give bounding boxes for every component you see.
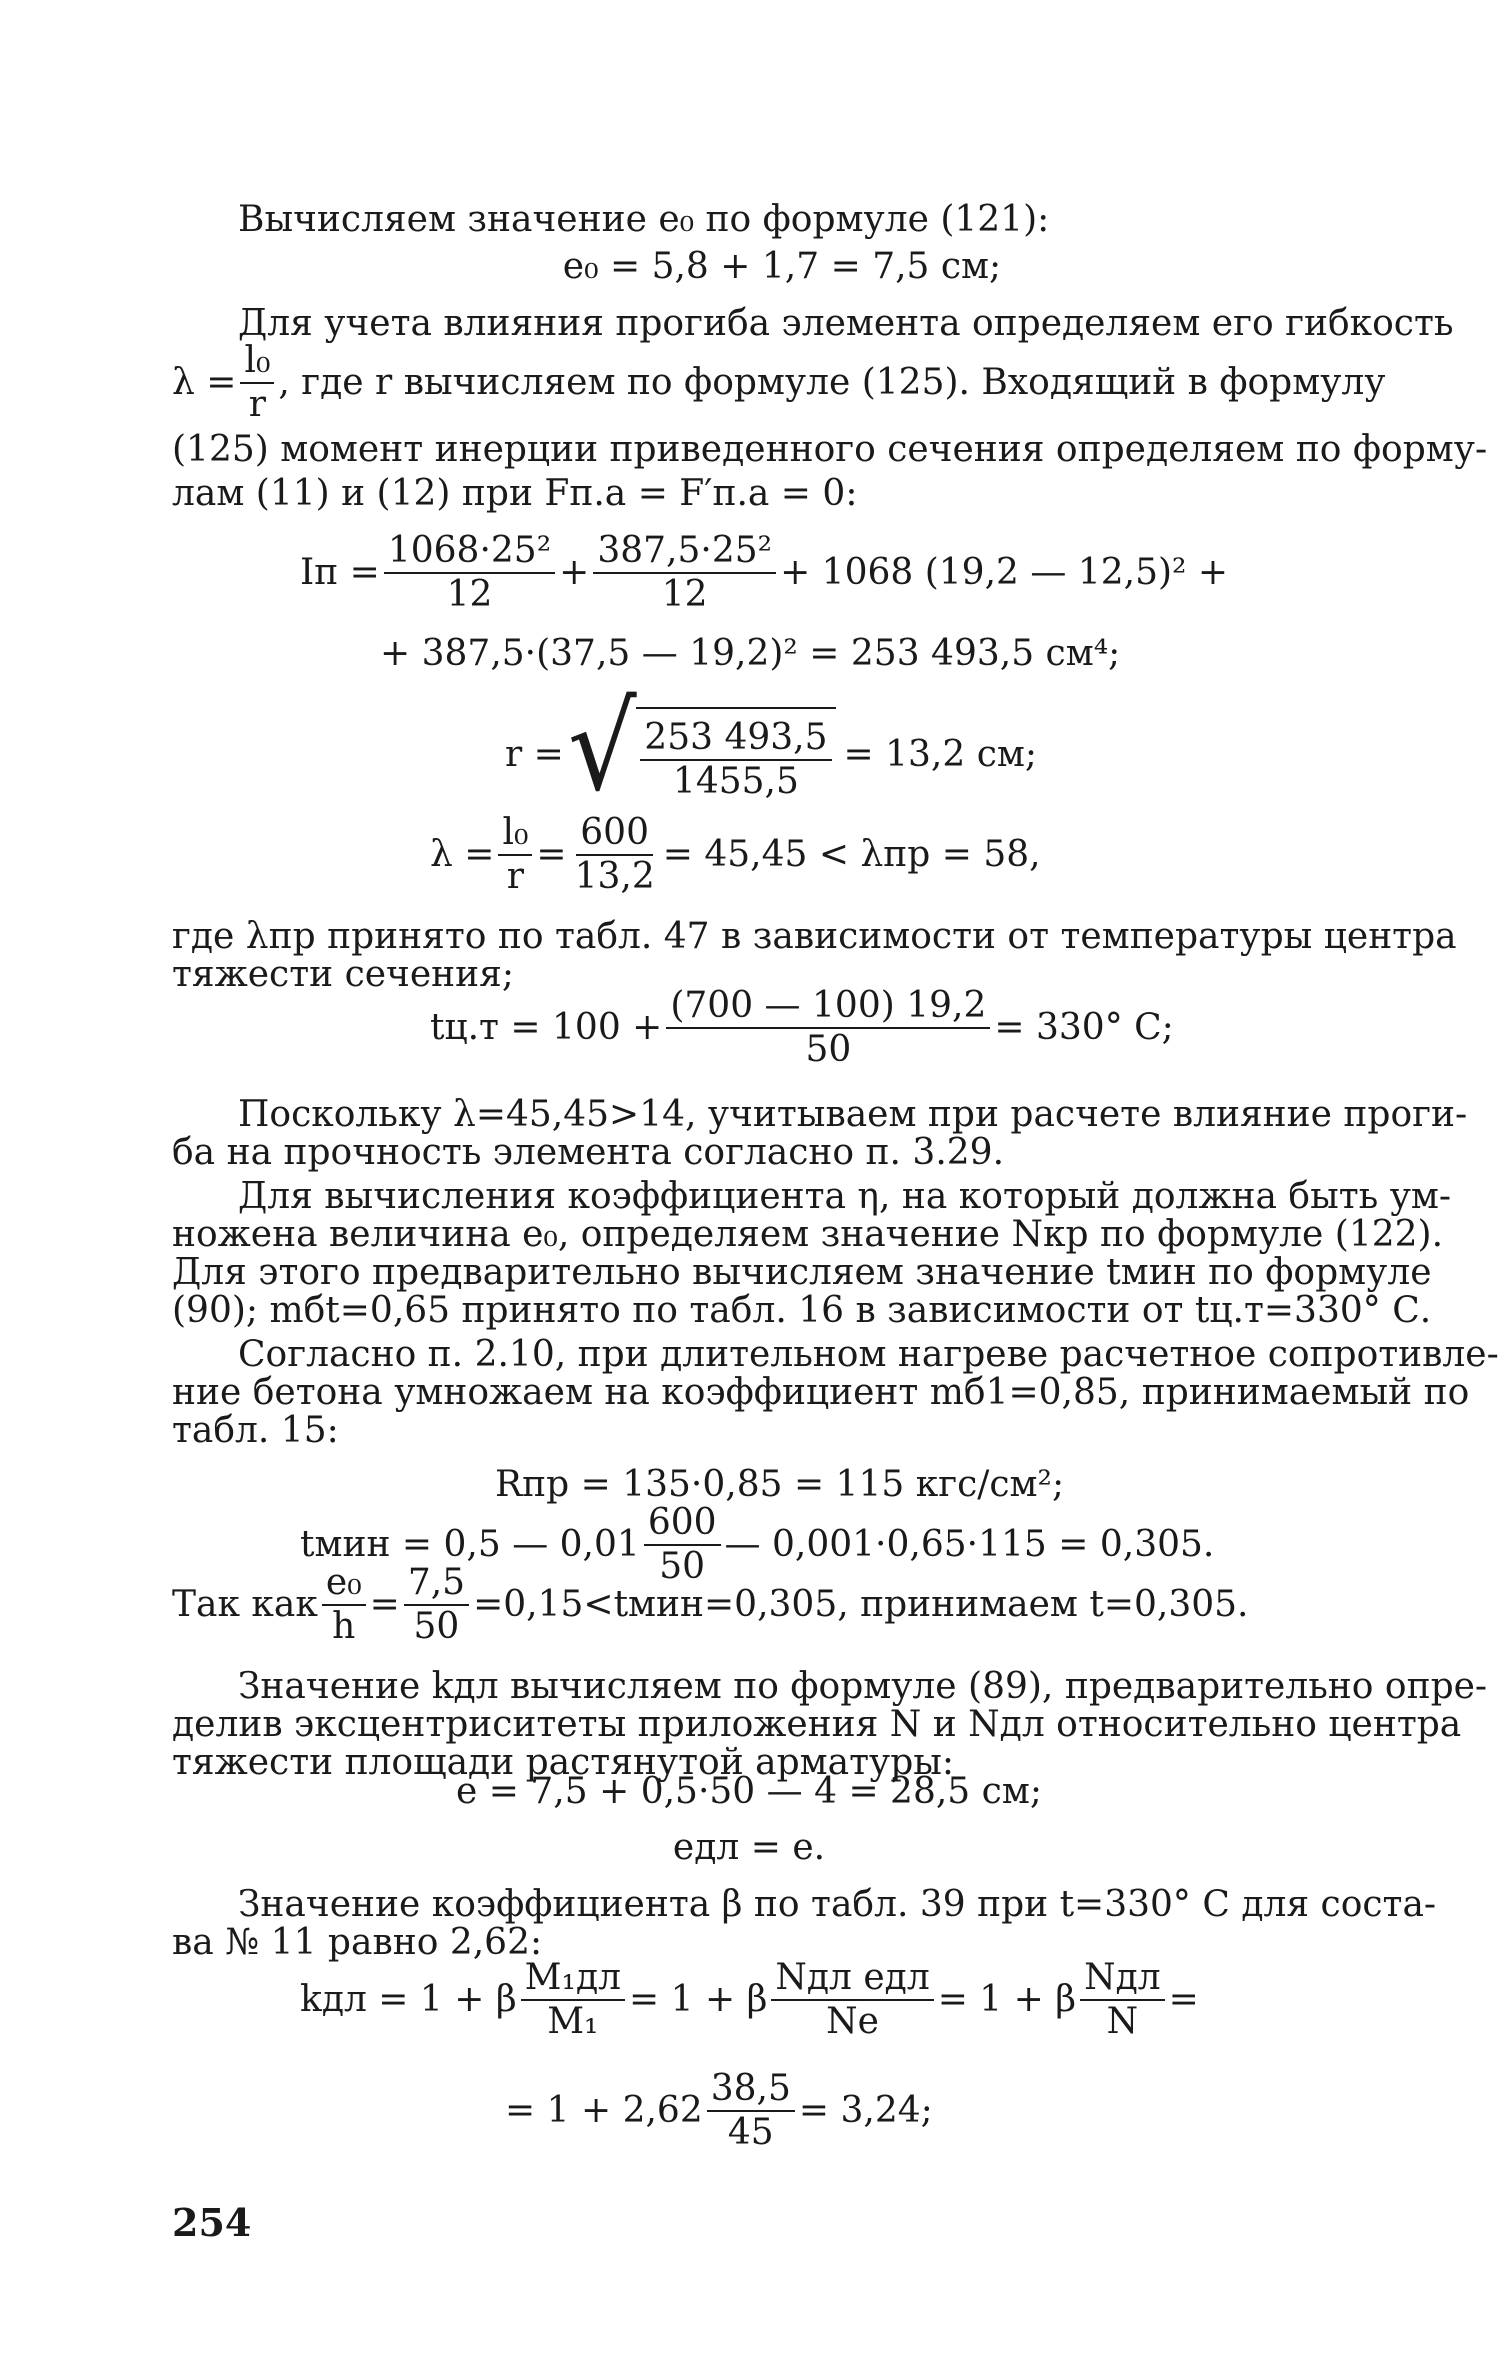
fraction-numerator: M₁дл (521, 1957, 625, 2001)
text-fragment: Так как (172, 1584, 318, 1625)
fraction-denominator: r (506, 856, 525, 897)
equation-inertia-cont: + 387,5·(37,5 — 19,2)² = 253 493,5 см⁴; (380, 633, 1121, 674)
fraction (521, 1957, 625, 2043)
square-root (564, 679, 836, 818)
fraction (666, 985, 990, 1071)
fraction-denominator: N (1106, 2001, 1139, 2042)
fraction-numerator: 600 (576, 812, 653, 856)
page-number: 254 (172, 2200, 252, 2245)
eq-rest: = 45,45 < λпр = 58, (662, 834, 1041, 875)
fraction (322, 1562, 366, 1648)
fraction (1080, 1957, 1165, 2043)
text-line: где λпр принято по табл. 47 в зависимости от температуры центра (172, 916, 1457, 957)
text-line: тяжести сечения; (172, 954, 514, 995)
text-line: (125) момент инерции приведенного сечения определяем по форму- (172, 429, 1488, 470)
equation-edl: eдл = e. (672, 1827, 826, 1868)
eq-middle: = 1 + β (937, 1979, 1077, 2020)
equation-kdl-result (505, 2068, 933, 2154)
eq-rest: = 3,24; (798, 2090, 933, 2131)
text-line: тяжести площади растянутой арматуры: (172, 1742, 955, 1783)
text-line: Для учета влияния прогиба элемента определяем его гибкость (238, 303, 1454, 344)
eq-rest: = 13,2 см; (843, 734, 1038, 775)
fraction (771, 1957, 933, 2043)
lambda-symbol: λ = (172, 362, 237, 403)
text-line: ба на прочность элемента согласно п. 3.29. (172, 1132, 1005, 1173)
radicand (636, 707, 835, 803)
fraction (571, 812, 659, 898)
text-line: Значение kдл вычисляем по формуле (89), предварительно опре- (238, 1666, 1488, 1707)
eq-middle: = 1 + β (629, 1979, 768, 2020)
text-line: делив эксцентриситеты приложения N и Nдл относительно центра (172, 1704, 1462, 1745)
fraction-denominator: 50 (659, 1546, 706, 1587)
text-line: Значение коэффициента β по табл. 39 при t=330° С для соста- (238, 1884, 1437, 1925)
fraction (498, 812, 532, 898)
eq-lhs: tмин = 0,5 — 0,01 (300, 1524, 640, 1565)
fraction-numerator: Nдл (1080, 1957, 1165, 2001)
text-line: ножена величина e₀, определяем значение Nкр по формуле (122). (172, 1214, 1444, 1255)
fraction (404, 1562, 469, 1648)
fraction-numerator: 387,5·25² (593, 530, 776, 574)
equation-radius (505, 679, 1038, 818)
fraction-denominator: M₁ (547, 2001, 599, 2042)
equation-slenderness (430, 812, 1041, 898)
text-line: Согласно п. 2.10, при длительном нагреве расчетное сопротивле- (238, 1334, 1499, 1375)
fraction-numerator: 600 (644, 1502, 721, 1546)
eq-rest: — 0,001·0,65·115 = 0,305. (724, 1524, 1215, 1565)
eq-lhs: kдл = 1 + β (300, 1979, 517, 2020)
text-line: Вычисляем значение e₀ по формуле (121): (238, 199, 1050, 240)
fraction (707, 2068, 795, 2154)
radical-sign-icon: √ (567, 679, 637, 818)
text-line-lambda-def (172, 340, 1386, 426)
fraction-denominator: 50 (805, 1029, 852, 1070)
equation-e: e = 7,5 + 0,5·50 — 4 = 28,5 см; (456, 1771, 1042, 1812)
fraction-denominator: 12 (661, 574, 708, 615)
equals-sign: = (369, 1584, 400, 1625)
fraction-numerator: 7,5 (404, 1562, 469, 1606)
eq-rest: =0,15<tмин=0,305, принимаем t=0,305. (473, 1584, 1249, 1625)
text-line: Для вычисления коэффициента η, на который должна быть ум- (238, 1176, 1452, 1217)
text-line: (90); mбt=0,65 принято по табл. 16 в зависимости от tц.т=330° С. (172, 1290, 1432, 1331)
eq-lhs: λ = (430, 834, 495, 875)
fraction-numerator: 38,5 (707, 2068, 795, 2112)
text-line: Поскольку λ=45,45>14, учитываем при расчете влияние проги- (238, 1094, 1468, 1135)
fraction-denominator: Ne (826, 2001, 879, 2042)
fraction-numerator: l₀ (498, 812, 532, 856)
fraction (384, 530, 555, 616)
fraction-numerator: l₀ (240, 340, 274, 384)
text-line: лам (11) и (12) при Fп.а = F′п.а = 0: (172, 473, 858, 514)
equals-sign: = (536, 834, 567, 875)
text-line: Для этого предварительно вычисляем значение tмин по формуле (172, 1252, 1432, 1293)
fraction-denominator: 1455,5 (672, 761, 799, 802)
fraction-numerator: (700 — 100) 19,2 (666, 985, 990, 1029)
fraction-denominator: 50 (413, 1606, 460, 1647)
eq-rest: = 330° С; (994, 1007, 1174, 1048)
fraction (593, 530, 776, 616)
fraction-numerator: e₀ (322, 1562, 366, 1606)
eq-lhs: Iп = (300, 552, 380, 593)
text-line: табл. 15: (172, 1410, 339, 1451)
fraction-l0-r (240, 340, 274, 426)
fraction-numerator: 1068·25² (384, 530, 555, 574)
fraction-numerator: Nдл eдл (771, 1957, 933, 2001)
eq-rest: + 1068 (19,2 — 12,5)² + (780, 552, 1229, 593)
text-line: ние бетона умножаем на коэффициент mб1=0,85, принимаемый по (172, 1372, 1470, 1413)
fraction-denominator: 13,2 (574, 856, 655, 897)
fraction (640, 717, 831, 803)
fraction-denominator: r (248, 384, 267, 425)
equation-temperature (430, 985, 1174, 1071)
text-line: ва № 11 равно 2,62: (172, 1922, 543, 1963)
equation-inertia (300, 530, 1228, 616)
equals-sign: = (1168, 1979, 1199, 2020)
eq-lhs: tц.т = 100 + (430, 1007, 663, 1048)
equation-rpr: Rпр = 135·0,85 = 115 кгс/см²; (495, 1464, 1065, 1505)
eq-lhs: = 1 + 2,62 (505, 2090, 703, 2131)
eq-lhs: r = (505, 734, 564, 775)
text-fragment: , где r вычисляем по формуле (125). Входящий в формулу (278, 362, 1386, 403)
fraction-denominator: 12 (446, 574, 493, 615)
plus-sign: + (559, 552, 590, 593)
equation-tak-kak (172, 1562, 1249, 1648)
fraction-numerator: 253 493,5 (640, 717, 831, 761)
equation-e0: e₀ = 5,8 + 1,7 = 7,5 см; (562, 246, 1002, 287)
fraction-denominator: 45 (727, 2112, 774, 2153)
fraction-denominator: h (332, 1606, 356, 1647)
equation-kdl (300, 1957, 1199, 2043)
